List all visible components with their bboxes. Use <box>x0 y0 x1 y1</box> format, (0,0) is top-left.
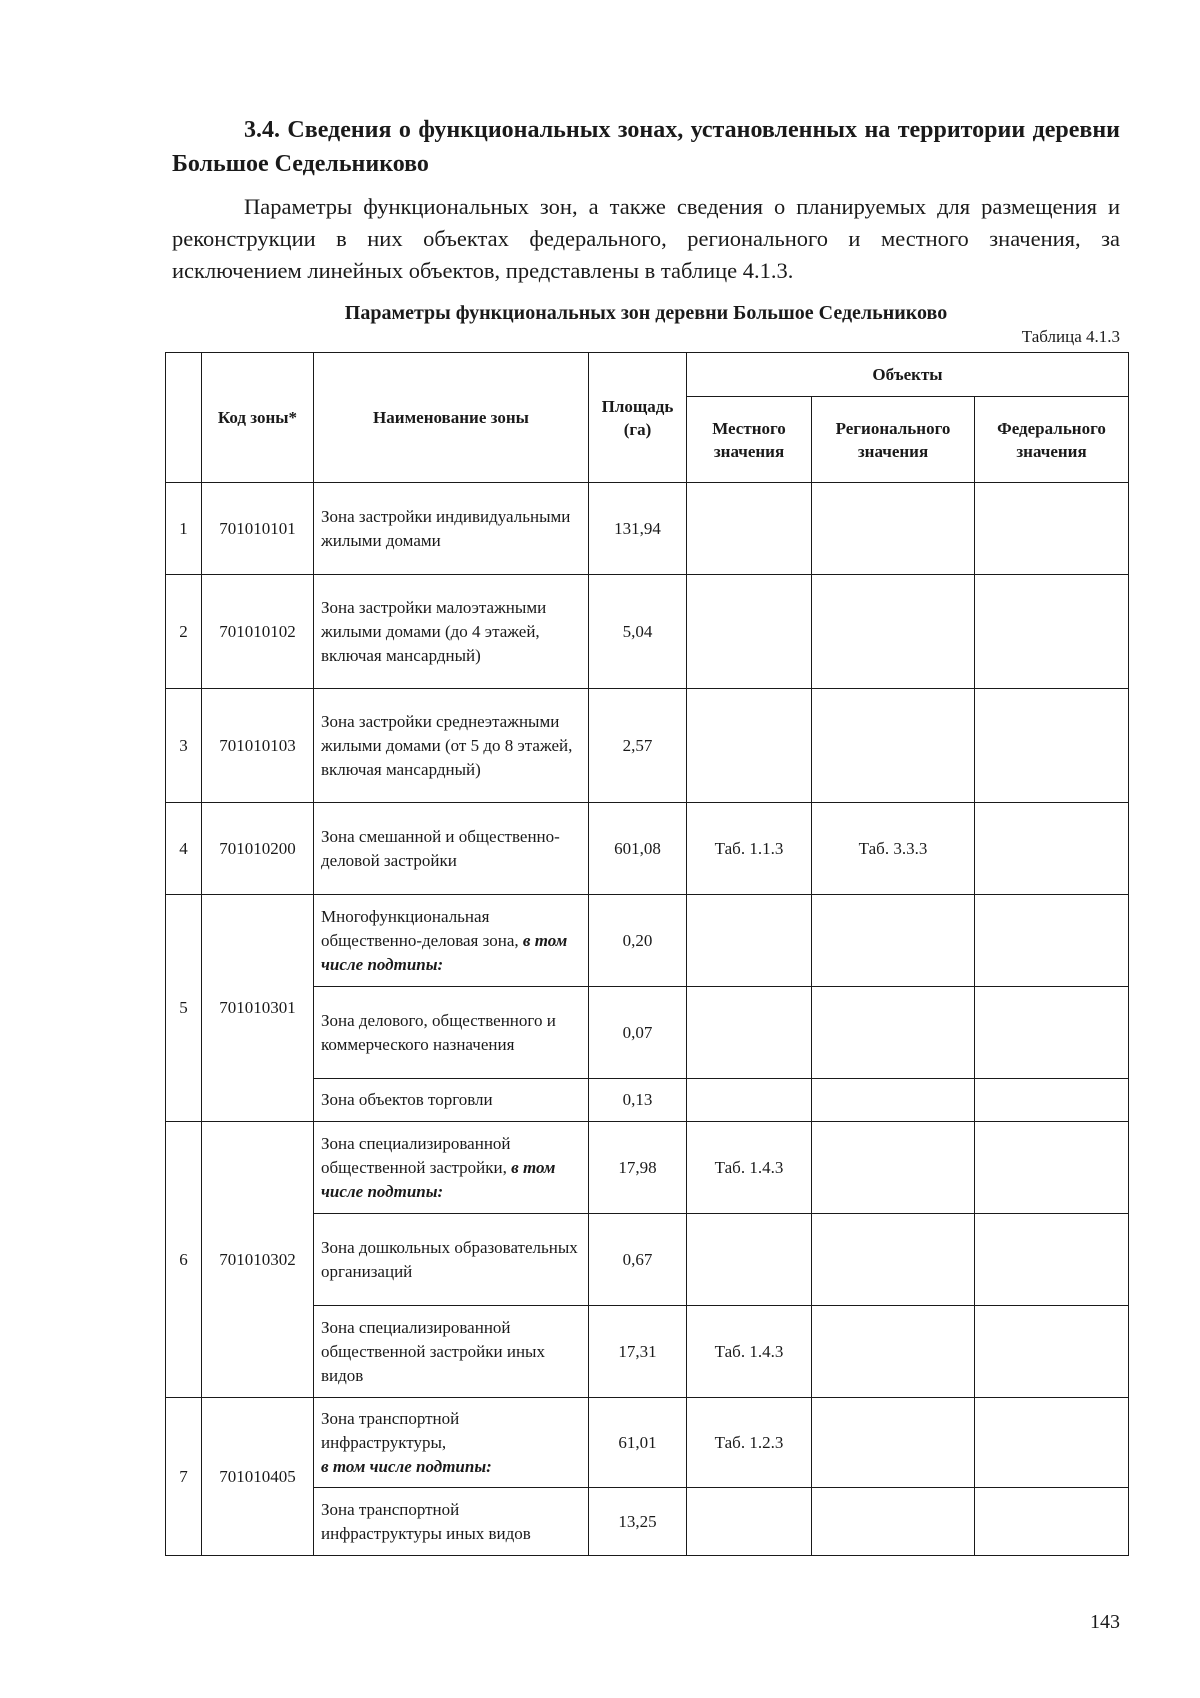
local-objects: Таб. 1.4.3 <box>687 1306 812 1398</box>
header-name: Наименование зоны <box>314 353 589 483</box>
subtypes-note: в том числе подтипы: <box>321 1456 492 1476</box>
header-federal-line1: Федерального <box>997 418 1106 438</box>
header-objects: Объекты <box>687 353 1129 397</box>
zone-area: 5,04 <box>589 575 687 689</box>
table-row <box>166 1398 1129 1488</box>
header-row-1 <box>166 353 1129 397</box>
subzone-area: 13,25 <box>589 1488 687 1556</box>
local-objects <box>687 1079 812 1122</box>
regional-objects <box>812 1122 975 1214</box>
zone-code: 701010101 <box>202 483 314 575</box>
header-area <box>589 353 687 483</box>
zone-area: 131,94 <box>589 483 687 575</box>
local-objects: Таб. 1.2.3 <box>687 1398 812 1488</box>
header-area-line1: Площадь <box>601 396 674 416</box>
regional-objects <box>812 1488 975 1556</box>
zone-name: Зона застройки малоэтажными жилыми домами (до 4 этажей, включая мансардный) <box>314 575 589 689</box>
federal-objects <box>975 987 1129 1079</box>
federal-objects <box>975 1488 1129 1556</box>
table-row <box>166 1122 1129 1214</box>
zone-code: 701010200 <box>202 803 314 895</box>
table-row <box>166 895 1129 987</box>
subzone-area: 0,13 <box>589 1079 687 1122</box>
table-row <box>166 575 1129 689</box>
header-index <box>166 353 202 483</box>
subzone-name: Зона делового, общественного и коммерческого назначения <box>314 987 589 1079</box>
regional-objects <box>812 689 975 803</box>
row-index: 5 <box>166 895 202 1122</box>
row-index: 3 <box>166 689 202 803</box>
table-number: Таблица 4.1.3 <box>1021 327 1120 346</box>
local-objects <box>687 987 812 1079</box>
header-local <box>687 397 812 483</box>
zone-name: Зона застройки среднеэтажными жилыми домами (от 5 до 8 этажей, включая мансардный) <box>314 689 589 803</box>
regional-objects <box>812 483 975 575</box>
zone-name: Зона застройки индивидуальными жилыми домами <box>314 483 589 575</box>
local-objects <box>687 483 812 575</box>
zone-code: 701010302 <box>202 1122 314 1398</box>
zone-name-main: Зона специализированной общественной застройки, <box>321 1133 511 1177</box>
federal-objects <box>975 1306 1129 1398</box>
table-row <box>166 689 1129 803</box>
zone-area: 17,98 <box>589 1122 687 1214</box>
zone-code: 701010103 <box>202 689 314 803</box>
row-index: 4 <box>166 803 202 895</box>
table-row <box>166 803 1129 895</box>
federal-objects <box>975 895 1129 987</box>
zone-name-main: Многофункциональная общественно-деловая зона, <box>321 906 519 950</box>
row-index: 7 <box>166 1398 202 1556</box>
zone-name <box>314 1122 589 1214</box>
row-index: 6 <box>166 1122 202 1398</box>
header-federal <box>975 397 1129 483</box>
regional-objects <box>812 1306 975 1398</box>
federal-objects <box>975 1214 1129 1306</box>
row-index: 2 <box>166 575 202 689</box>
zone-code: 701010405 <box>202 1398 314 1556</box>
header-regional <box>812 397 975 483</box>
zone-code: 701010102 <box>202 575 314 689</box>
federal-objects <box>975 1398 1129 1488</box>
table-row <box>166 483 1129 575</box>
regional-objects <box>812 1214 975 1306</box>
local-objects <box>687 895 812 987</box>
header-regional-line1: Регионального <box>835 418 951 438</box>
local-objects: Таб. 1.4.3 <box>687 1122 812 1214</box>
local-objects <box>687 575 812 689</box>
subzone-area: 0,07 <box>589 987 687 1079</box>
header-area-line2: (га) <box>623 419 652 439</box>
local-objects: Таб. 1.1.3 <box>687 803 812 895</box>
federal-objects <box>975 689 1129 803</box>
federal-objects <box>975 1122 1129 1214</box>
header-local-line2: значения <box>713 441 785 461</box>
federal-objects <box>975 803 1129 895</box>
regional-objects <box>812 575 975 689</box>
zone-name-main: Зона транспортной инфраструктуры, <box>321 1408 460 1452</box>
subzone-name: Зона дошкольных образовательных организаций <box>314 1214 589 1306</box>
federal-objects <box>975 483 1129 575</box>
local-objects <box>687 689 812 803</box>
zone-area: 2,57 <box>589 689 687 803</box>
row-index: 1 <box>166 483 202 575</box>
regional-objects <box>812 1079 975 1122</box>
local-objects <box>687 1214 812 1306</box>
zones-table <box>165 352 1129 1556</box>
subzone-name: Зона специализированной общественной застройки иных видов <box>314 1306 589 1398</box>
zone-area: 61,01 <box>589 1398 687 1488</box>
subzone-area: 0,67 <box>589 1214 687 1306</box>
regional-objects <box>812 987 975 1079</box>
zone-name: Зона смешанной и общественно-деловой застройки <box>314 803 589 895</box>
zone-area: 601,08 <box>589 803 687 895</box>
zone-name <box>314 1398 589 1488</box>
zone-name <box>314 895 589 987</box>
subzone-name: Зона объектов торговли <box>314 1079 589 1122</box>
subtypes-note: в том числе подтипы: <box>321 1157 556 1201</box>
header-regional-line2: значения <box>857 441 929 461</box>
page-number: 143 <box>1090 1611 1120 1633</box>
header-federal-line2: значения <box>1016 441 1087 461</box>
header-code: Код зоны* <box>202 353 314 483</box>
intro-paragraph: Параметры функциональных зон, а также сведения о планируемых для размещения и реконструкции в них объектах федерального, регионального и местного значения, за исключением линейных объектов, представлены в таблице 4.1.3. <box>172 194 1120 283</box>
section-heading: 3.4. Сведения о функциональных зонах, установленных на территории деревни Большое Седельниково <box>172 117 1120 177</box>
table-title: Параметры функциональных зон деревни Большое Седельниково <box>344 302 948 324</box>
zone-code: 701010301 <box>202 895 314 1122</box>
header-local-line1: Местного <box>712 418 786 438</box>
subzone-name: Зона транспортной инфраструктуры иных видов <box>314 1488 589 1556</box>
local-objects <box>687 1488 812 1556</box>
regional-objects: Таб. 3.3.3 <box>812 803 975 895</box>
subtypes-note: в том числе подтипы: <box>321 930 568 974</box>
regional-objects <box>812 1398 975 1488</box>
federal-objects <box>975 575 1129 689</box>
zone-area: 0,20 <box>589 895 687 987</box>
regional-objects <box>812 895 975 987</box>
subzone-area: 17,31 <box>589 1306 687 1398</box>
federal-objects <box>975 1079 1129 1122</box>
